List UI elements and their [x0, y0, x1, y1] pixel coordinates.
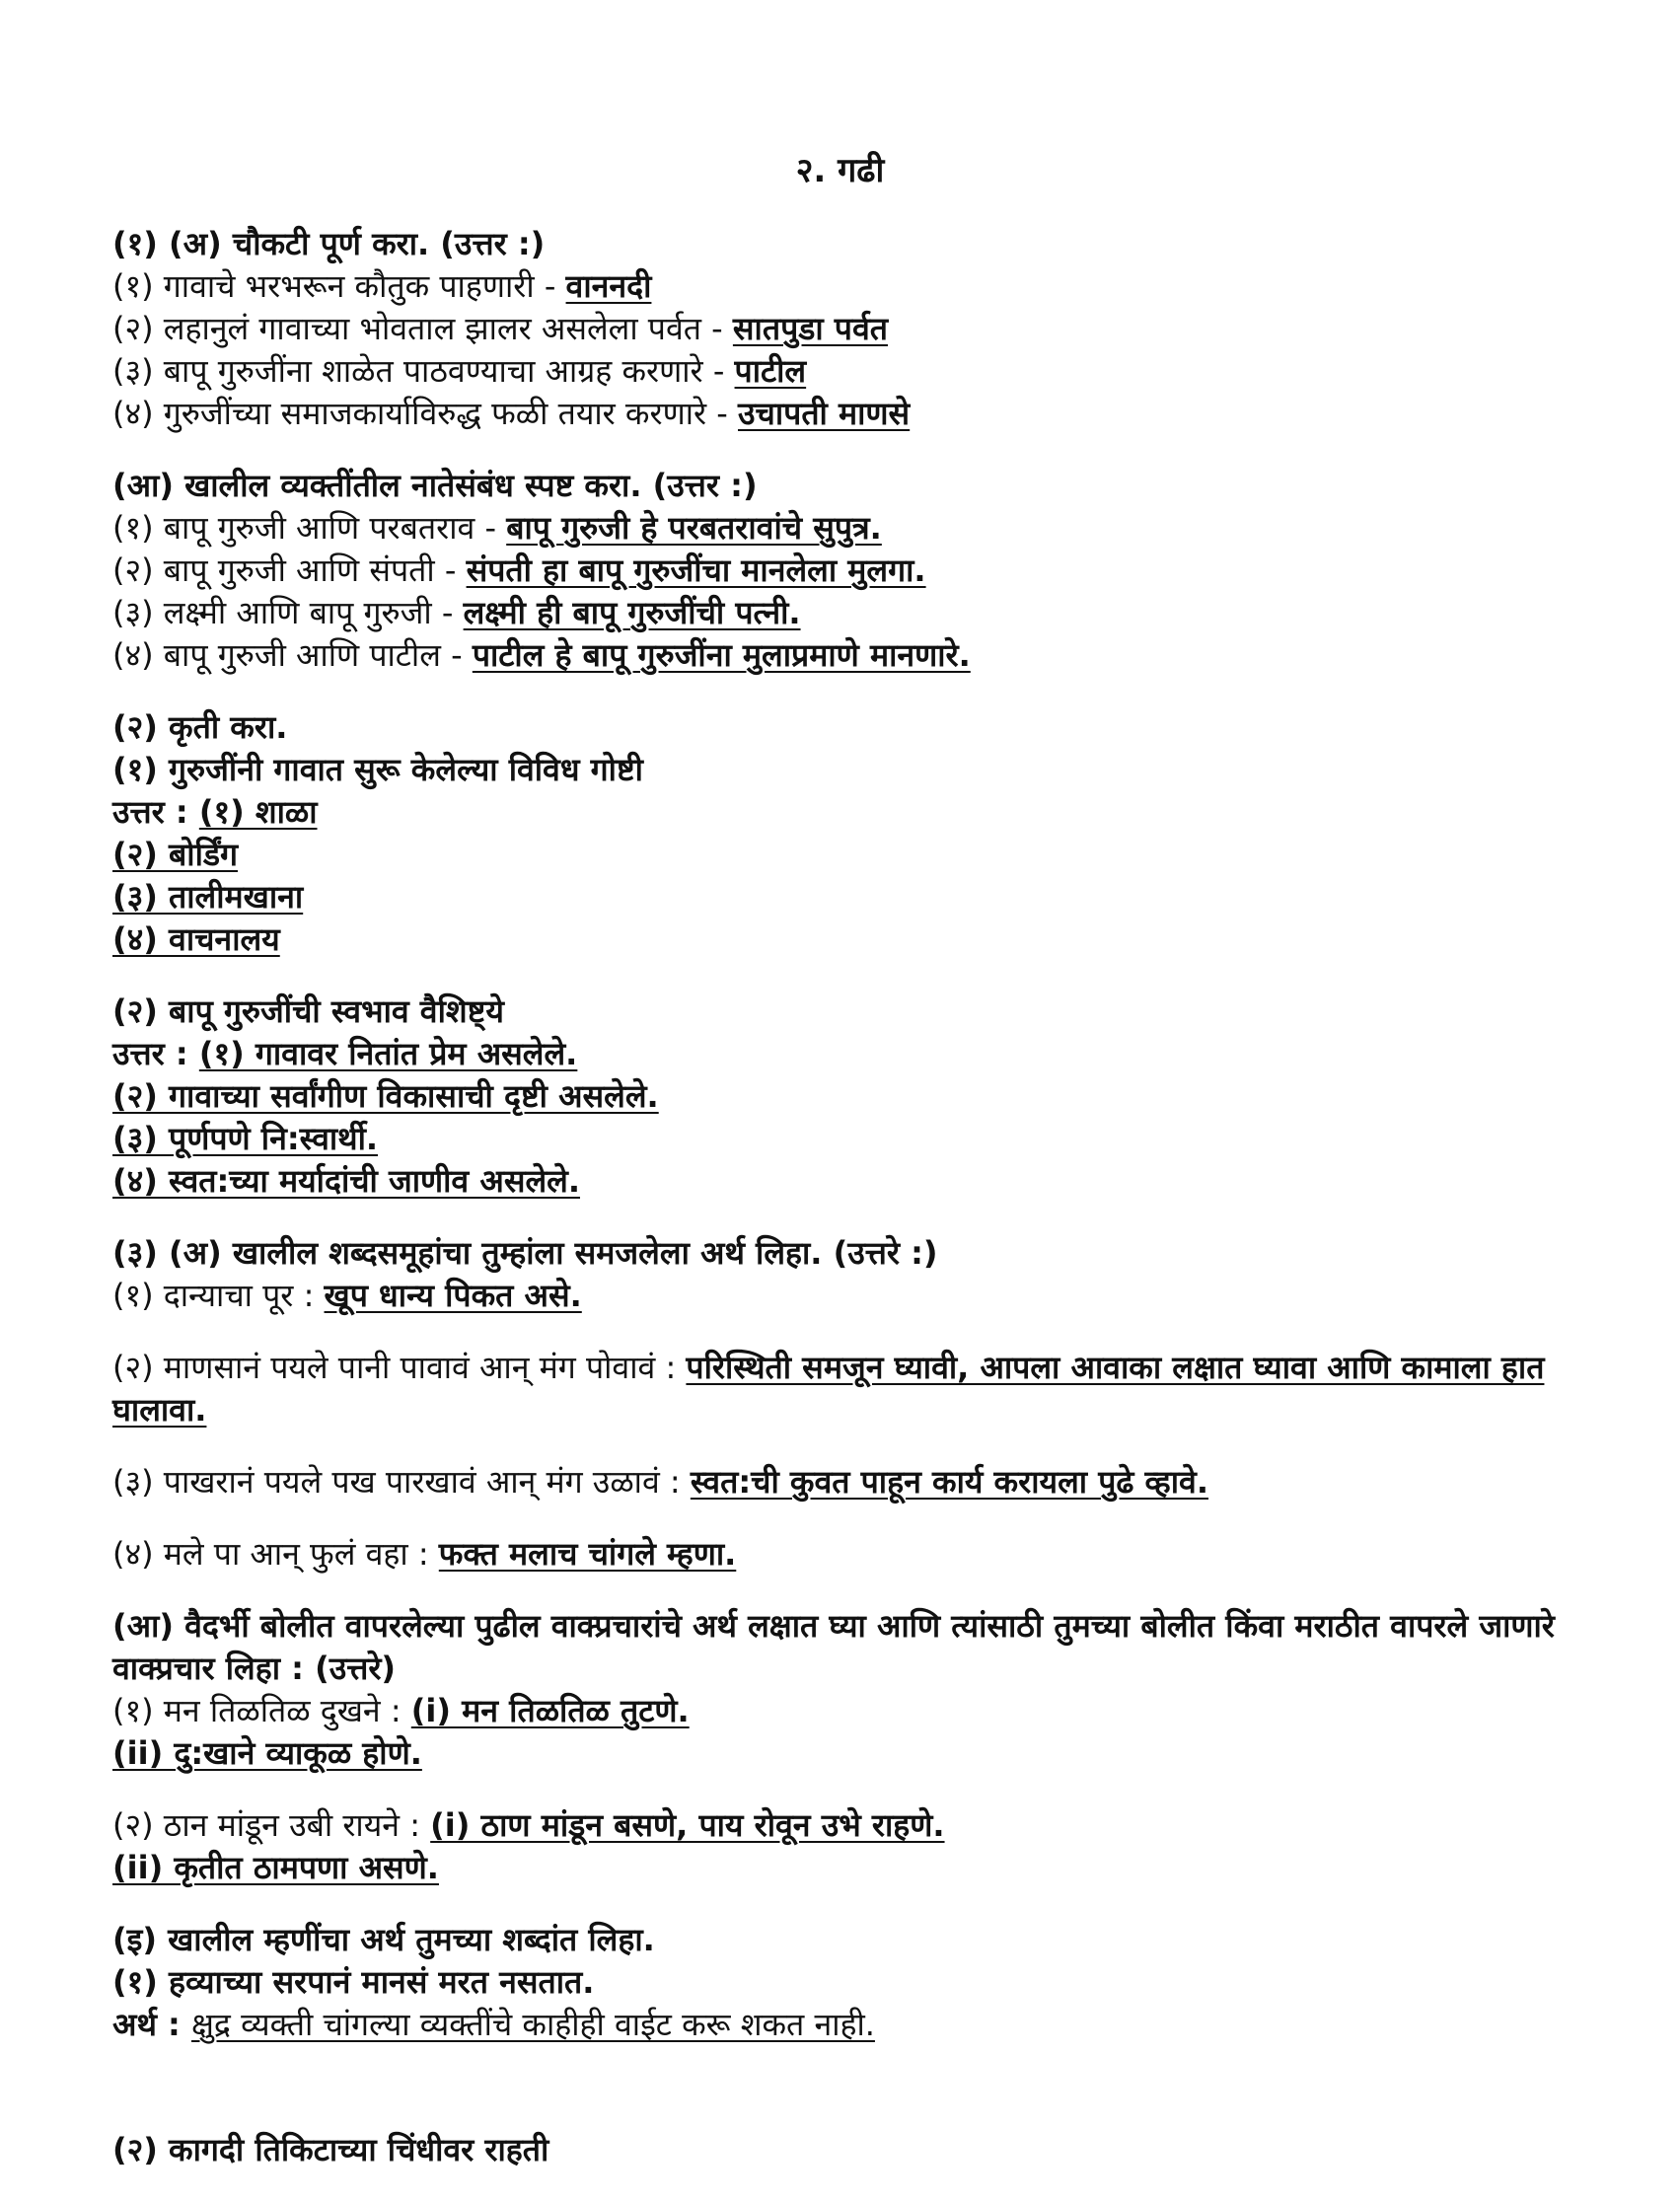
answer-line	[112, 918, 1572, 961]
answer-line	[112, 834, 1572, 876]
answer-text: (४) स्वत:च्या मर्यादांची जाणीव असलेले.	[112, 1162, 580, 1200]
section-heading: (इ) खालील म्हणींचा अर्थ तुमच्या शब्दांत लिहा.	[112, 1921, 655, 1958]
list-item	[112, 1275, 1572, 1317]
answer-text: पाटील हे बापू गुरुजींना मुलाप्रमाणे मानणारे.	[472, 636, 971, 674]
list-item	[112, 1804, 1572, 1847]
page-title: २. गढी	[795, 151, 885, 190]
answer-label: उत्तर :	[112, 793, 199, 831]
section-heading: (आ) वैदर्भी बोलीत वापरलेल्या पुढील वाक्प्रचारांचे अर्थ लक्षात घ्या आणि त्यांसाठी तुमच्या बोलीत किंवा मराठीत वापरले जाणारे वाक्प्रचार लिहा : (उत्तरे)	[112, 1607, 1555, 1687]
answer-line	[112, 1118, 1572, 1160]
meaning-label: अर्थ :	[112, 2006, 191, 2043]
answer-text: लक्ष्मी ही बापू गुरुजींची पत्नी.	[463, 594, 801, 631]
answer-text: पाटील	[734, 352, 807, 390]
question-text: (२) माणसानं पयले पानी पावावं आन् मंग पोवावं :	[112, 1349, 687, 1386]
answer-text: (i) ठाण मांडून बसणे, पाय रोवून उभे राहणे.	[430, 1806, 945, 1844]
answer-text: (१) शाळा	[198, 793, 318, 831]
answer-text: उचापती माणसे	[738, 395, 911, 432]
question-text: (२) लहानुलं गावाच्या भोवताल झालर असलेला पर्वत -	[112, 310, 733, 347]
cut-off-text: (२) कागदी तिकिटाच्या चिंधीवर राहती	[112, 2131, 549, 2168]
answer-text: (४) वाचनालय	[112, 920, 280, 958]
meaning-line	[112, 2004, 1572, 2046]
answer-text: संपती हा बापू गुरुजींचा मानलेला मुलगा.	[466, 551, 926, 589]
answer-text: फक्त मलाच चांगले म्हणा.	[438, 1535, 737, 1573]
section-heading: (१) (अ) चौकटी पूर्ण करा. (उत्तर :)	[112, 225, 546, 262]
question-text: (१) मन तिळतिळ दुखने :	[112, 1692, 411, 1729]
meaning-text: क्षुद्र व्यक्ती चांगल्या व्यक्तींचे काहीही वाईट करू शकत नाही.	[190, 2006, 875, 2043]
answer-text: सातपुडा पर्वत	[732, 310, 888, 347]
answer-line	[112, 876, 1572, 918]
answer-line	[112, 791, 1572, 834]
list-item	[112, 634, 1572, 677]
answer-text: (ii) कृतीत ठामपणा असणे.	[112, 1849, 439, 1886]
answer-text: खूप धान्य पिकत असे.	[324, 1277, 582, 1314]
question-text: (४) गुरुजींच्या समाजकार्याविरुद्ध फळी तयार करणारे -	[112, 395, 738, 432]
question-text: (३) पाखरानं पयले पख पारखावं आन् मंग उळावं :	[112, 1463, 691, 1501]
answer-text: (i) मन तिळतिळ तुटणे.	[410, 1692, 690, 1729]
question-text: (१) बापू गुरुजी आणि परबतराव -	[112, 509, 507, 547]
question-text: (२) बापू गुरुजी आणि संपती -	[112, 551, 467, 589]
section-heading: (३) (अ) खालील शब्दसमूहांचा तुम्हांला समजलेला अर्थ लिहा. (उत्तरे :)	[112, 1234, 938, 1272]
answer-text: (२) गावाच्या सर्वांगीण विकासाची दृष्टी असलेले.	[112, 1077, 659, 1115]
list-item	[112, 350, 1572, 393]
section-heading: (आ) खालील व्यक्तींतील नातेसंबंध स्पष्ट करा. (उत्तर :)	[112, 467, 758, 504]
sub-heading: (२) बापू गुरुजींची स्वभाव वैशिष्ट्ये	[112, 992, 504, 1030]
answer-text: (३) पूर्णपणे नि:स्वार्थी.	[112, 1120, 379, 1157]
answer-text: स्वत:ची कुवत पाहून कार्य करायला पुढे व्हावे.	[690, 1463, 1209, 1501]
list-item	[112, 265, 1572, 308]
question-text: (१) गावाचे भरभरून कौतुक पाहणारी -	[112, 267, 566, 305]
cut-off-line	[112, 2131, 1198, 2173]
question-text: (४) मले पा आन् फुलं वहा :	[112, 1535, 439, 1573]
list-item	[112, 1461, 1572, 1504]
answer-line	[112, 1732, 1572, 1775]
list-item	[112, 550, 1572, 592]
question-text: (१) दान्याचा पूर :	[112, 1277, 325, 1314]
proverb-text: (१) हव्याच्या सरपानं मानसं मरत नसतात.	[112, 1963, 595, 2001]
answer-line	[112, 1033, 1572, 1075]
answer-label: उत्तर :	[112, 1035, 199, 1072]
answer-line	[112, 1075, 1572, 1118]
answer-line	[112, 1160, 1572, 1203]
question-text: (२) ठान मांडून उबी रायने :	[112, 1806, 431, 1844]
list-item	[112, 1347, 1572, 1431]
section-heading: (२) कृती करा.	[112, 708, 288, 746]
list-item	[112, 308, 1572, 350]
question-text: (३) बापू गुरुजींना शाळेत पाठवण्याचा आग्रह करणारे -	[112, 352, 735, 390]
list-item	[112, 1690, 1572, 1732]
answer-text: बापू गुरुजी हे परबतरावांचे सुपुत्र.	[506, 509, 882, 547]
list-item	[112, 592, 1572, 634]
list-item	[112, 1533, 1572, 1576]
answer-text: परिस्थिती समजून घ्यावी, आपला आवाका लक्षात घ्यावा आणि कामाला हात घालावा.	[112, 1349, 1545, 1429]
answer-text: वाननदी	[565, 267, 652, 305]
answer-text: (१) गावावर नितांत प्रेम असलेले.	[198, 1035, 578, 1072]
answer-text: (ii) दु:खाने व्याकूळ होणे.	[112, 1734, 422, 1772]
question-text: (३) लक्ष्मी आणि बापू गुरुजी -	[112, 594, 464, 631]
answer-text: (३) तालीमखाना	[112, 878, 304, 916]
question-text: (४) बापू गुरुजी आणि पाटील -	[112, 636, 473, 674]
answer-line	[112, 1847, 1572, 1889]
document-body	[112, 223, 1572, 2046]
list-item	[112, 507, 1572, 550]
list-item	[112, 393, 1572, 435]
answer-text: (२) बोर्डिंग	[112, 836, 239, 873]
sub-heading: (१) गुरुजींनी गावात सुरू केलेल्या विविध गोष्टी	[112, 751, 643, 788]
